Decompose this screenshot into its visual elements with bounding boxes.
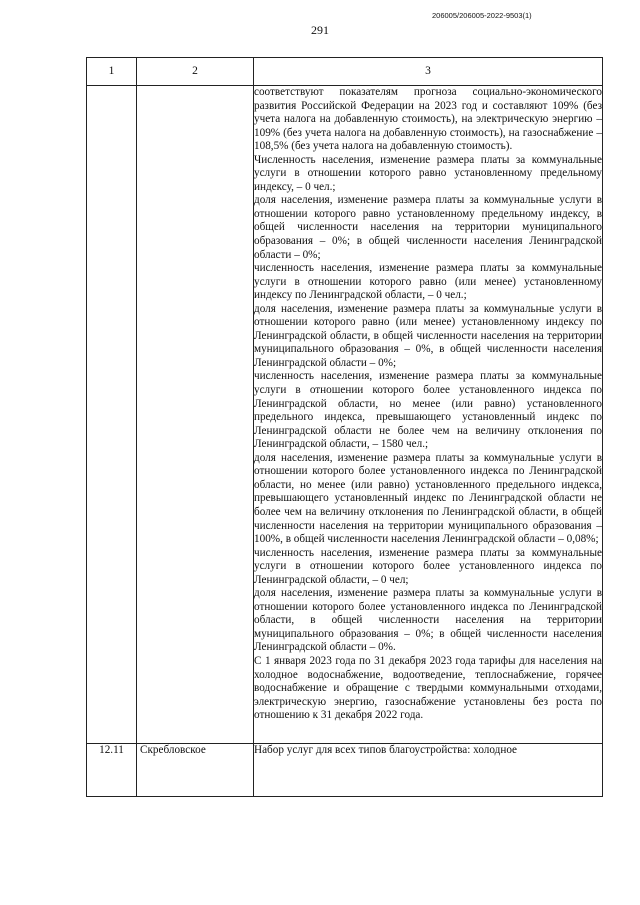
tariff-table: [86, 57, 603, 797]
paragraph: доля населения, изменение размера платы за коммунальные услуги в отношении которого равно (или менее) установленному индексу по Ленинградской области, в общей численности населения на территории муниципального образования – 0%, в общей численности населения Ленинградской области – 0%;: [254, 302, 602, 369]
paragraph: доля населения, изменение размера платы за коммунальные услуги в отношении которого более установленного индекса по Ленинградской области, в общей численности населения на территории муниципального образования – 0%; в общей численности населения Ленинградской области – 0%.: [254, 587, 602, 654]
paragraph: Численность населения, изменение размера платы за коммунальные услуги в отношении которого равно установленному предельному индексу, – 0 чел.;: [254, 153, 602, 193]
table-row-continuation: [87, 86, 603, 744]
municipality-name: Скребловское: [137, 743, 254, 796]
municipality-cell: [137, 86, 254, 744]
column-header-1: 1: [87, 58, 137, 86]
table-header-row: [87, 58, 603, 86]
column-header-3: 3: [254, 58, 603, 86]
description-cell: Набор услуг для всех типов благоустройства: холодное: [254, 743, 603, 796]
paragraph: численность населения, изменение размера платы за коммунальные услуги в отношении которого более установленного индекса по Ленинградской области, – 0 чел;: [254, 546, 602, 586]
paragraph: численность населения, изменение размера платы за коммунальные услуги в отношении которого равно (или менее) установленному индексу по Ленинградской области, – 0 чел.;: [254, 262, 602, 302]
column-header-2: 2: [137, 58, 254, 86]
row-number-cell: [87, 86, 137, 744]
paragraph: доля населения, изменение размера платы за коммунальные услуги в отношении которого более установленного индекса по Ленинградской области, но менее (или равно) установленного предельного индекса, превышающего установленный индекс по Ленинградской области не более чем на величину отклонения по Ленинградской области, в общей численности населения на территории муниципального образования – 100%, в общей численности населения Ленинградской области – 0,08%;: [254, 451, 602, 546]
paragraph: С 1 января 2023 года по 31 декабря 2023 года тарифы для населения на холодное водоснабжение, водоотведение, теплоснабжение, горячее водоснабжение и обращение с твердыми коммунальными отходами, электрическую энергию, газоснабжение установлены без роста по отношению к 31 декабря 2022 года.: [254, 654, 602, 722]
table-row: [87, 743, 603, 796]
paragraph: соответствуют показателям прогноза социально-экономического развития Российской Федерации на 2023 год и составляют 109% (без учета налога на добавленную стоимость), на электрическую энергию – 109% (без учета налога на добавленную стоимость), на газоснабжение – 108,5% (без учета налога на добавленную стоимость).: [254, 86, 602, 153]
paragraph: численность населения, изменение размера платы за коммунальные услуги в отношении которого более установленного индекса по Ленинградской области, но менее (или равно) установленного предельного индекса, превышающего установленный индекс по Ленинградской области не более чем на величину отклонения по Ленинградской области, – 1580 чел.;: [254, 370, 602, 451]
description-cell: [254, 86, 603, 744]
document-registration-code: 206005/206005-2022-9503(1): [432, 11, 532, 20]
page-number: 291: [311, 23, 329, 37]
paragraph: доля населения, изменение размера платы за коммунальные услуги в отношении которого равно установленному предельному индексу, в общей численности населения на территории муниципального образования – 0%; в общей численности населения Ленинградской области – 0%;: [254, 194, 602, 261]
row-number: 12.11: [87, 743, 137, 796]
